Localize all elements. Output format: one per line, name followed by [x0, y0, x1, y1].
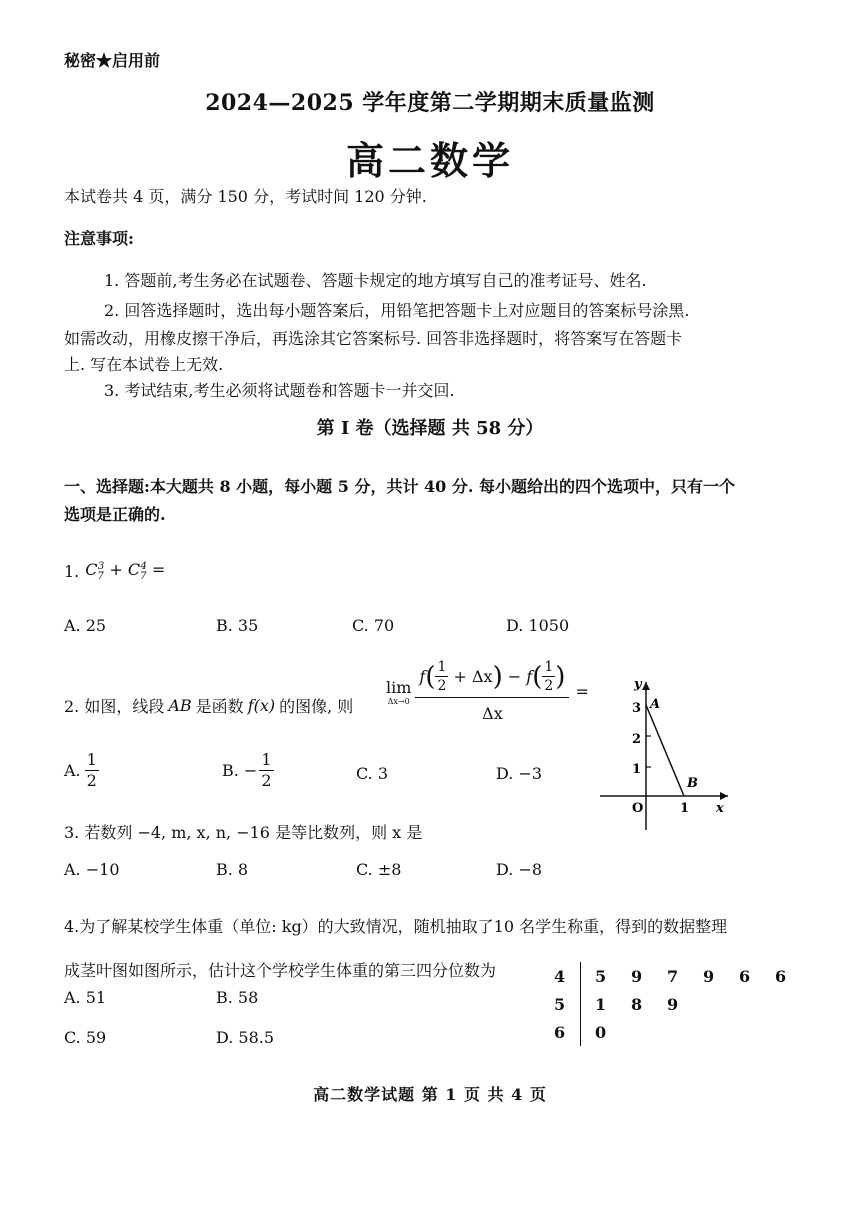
leaf-value: 7 — [667, 966, 679, 986]
part1-instructions-cont: 选项是正确的. — [64, 505, 166, 524]
q4-option-c[interactable]: C. 59 — [64, 1028, 107, 1047]
notice-title: 注意事项: — [64, 229, 134, 248]
question-2-stem-c: 的图像, 则 — [279, 697, 354, 716]
leaf-value: 5 — [595, 966, 607, 986]
q3-option-c[interactable]: C. ±8 — [356, 860, 402, 879]
x-tick-label-1: 1 — [680, 801, 690, 816]
notice-item-2-cont: 如需改动，用橡皮擦干净后，再选涂其它答案标号. 回答非选择题时，将答案写在答题卡 — [64, 329, 683, 348]
y-axis-label: y — [634, 677, 642, 692]
leaf-value: 9 — [667, 994, 679, 1014]
q2-function-graph — [596, 672, 746, 834]
leaf-value: 9 — [631, 966, 643, 986]
y-tick-label-2: 2 — [632, 732, 642, 747]
y-axis-arrow — [642, 682, 650, 690]
subject-title: 高二数学 — [345, 138, 514, 183]
q2-option-a[interactable] — [64, 752, 99, 789]
stem-leaf-row — [554, 962, 811, 990]
stem-leaf-row — [554, 1018, 811, 1046]
notice-item-2: 2. 回答选择题时，选出每小题答案后，用铅笔把答题卡上对应题目的答案标号涂黑. — [104, 301, 690, 320]
exam-info: 本试卷共 4 页，满分 150 分，考试时间 120 分钟. — [64, 187, 427, 206]
point-b-label: B — [687, 776, 698, 791]
question-2 — [64, 694, 353, 717]
exam-title: 2024—2025 学年度第二学期期末质量监测 — [205, 90, 655, 116]
q2-option-d[interactable]: D. −3 — [496, 764, 543, 783]
stem-leaf-row — [554, 990, 811, 1018]
question-1 — [64, 560, 165, 582]
q1-option-b[interactable]: B. 35 — [216, 616, 259, 635]
question-1-formula: $C_7^3 + C_7^4$ = — [85, 560, 166, 583]
question-4: 4.为了解某校学生体重（单位: kg）的大致情况，随机抽取了10 名学生称重，得到的数据整理 — [64, 917, 728, 936]
q4-option-d[interactable]: D. 58.5 — [216, 1028, 275, 1047]
q2-option-b-label: B. − — [222, 761, 258, 780]
y-tick-label-1: 1 — [632, 762, 642, 777]
notice-item-2-end: 上. 写在本试卷上无效. — [64, 355, 224, 374]
y-tick-label-3: 3 — [632, 701, 642, 716]
function-fx: f(x) — [247, 696, 276, 715]
section-title: 第 I 卷（选择题 共 58 分） — [316, 418, 544, 439]
x-axis-arrow — [720, 792, 728, 800]
leaf-value: 1 — [595, 994, 607, 1014]
q3-option-a[interactable]: A. −10 — [64, 860, 120, 879]
question-4-cont: 成茎叶图如图所示，估计这个学校学生体重的第三四分位数为 — [64, 961, 497, 980]
q1-option-c[interactable]: C. 70 — [352, 616, 395, 635]
leaf-value: 6 — [739, 966, 751, 986]
stem-value: 6 — [554, 1018, 581, 1046]
question-2-stem-b: 是函数 — [195, 697, 244, 716]
origin-label: O — [632, 801, 644, 816]
q2-option-b[interactable] — [222, 752, 274, 789]
q1-option-a[interactable]: A. 25 — [64, 616, 107, 635]
q4-option-a[interactable]: A. 51 — [64, 988, 107, 1007]
stem-value: 4 — [554, 962, 581, 990]
x-axis-label: x — [716, 801, 724, 816]
page-footer: 高二数学试题 第 1 页 共 4 页 — [313, 1085, 547, 1104]
q2-option-b-frac: $\frac{1}{2}$ — [261, 750, 272, 790]
confidential-label: 秘密★启用前 — [64, 51, 161, 70]
q1-option-d[interactable]: D. 1050 — [506, 616, 570, 635]
segment-ab-line — [646, 705, 684, 796]
question-2-stem-a: 2. 如图，线段 — [64, 697, 165, 716]
q2-option-a-frac: $\frac{1}{2}$ — [86, 750, 97, 790]
notice-item-3: 3. 考试结束,考生必须将试题卷和答题卡一并交回. — [104, 381, 455, 400]
q4-option-b[interactable]: B. 58 — [216, 988, 259, 1007]
q3-option-b[interactable]: B. 8 — [216, 860, 249, 879]
leaf-value: 0 — [595, 1022, 607, 1042]
q3-option-d[interactable]: D. −8 — [496, 860, 543, 879]
segment-ab: AB — [168, 696, 192, 715]
question-3: 3. 若数列 −4, m, x, n, −16 是等比数列，则 x 是 — [64, 823, 423, 842]
stem-leaf-plot — [554, 962, 811, 1046]
point-a-label: A — [650, 697, 661, 712]
q2-option-a-label: A. — [64, 761, 81, 780]
leaf-value: 9 — [703, 966, 715, 986]
part1-instructions: 一、选择题:本大题共 8 小题，每小题 5 分，共计 40 分. 每小题给出的四个选项中，只有一个 — [64, 477, 736, 496]
notice-item-1: 1. 答题前,考生务必在试题卷、答题卡规定的地方填写自己的准考证号、姓名. — [104, 271, 647, 290]
q2-option-c[interactable]: C. 3 — [356, 764, 389, 783]
leaf-value: 6 — [775, 966, 787, 986]
stem-value: 5 — [554, 990, 581, 1018]
leaf-value: 8 — [631, 994, 643, 1014]
limit-expression: lim Δx→0 f ( $\frac{1}{2}$ + Δx ) − f ( $\frac{1}{2}$ ) Δx = — [386, 659, 589, 723]
question-1-number: 1. — [64, 561, 80, 581]
